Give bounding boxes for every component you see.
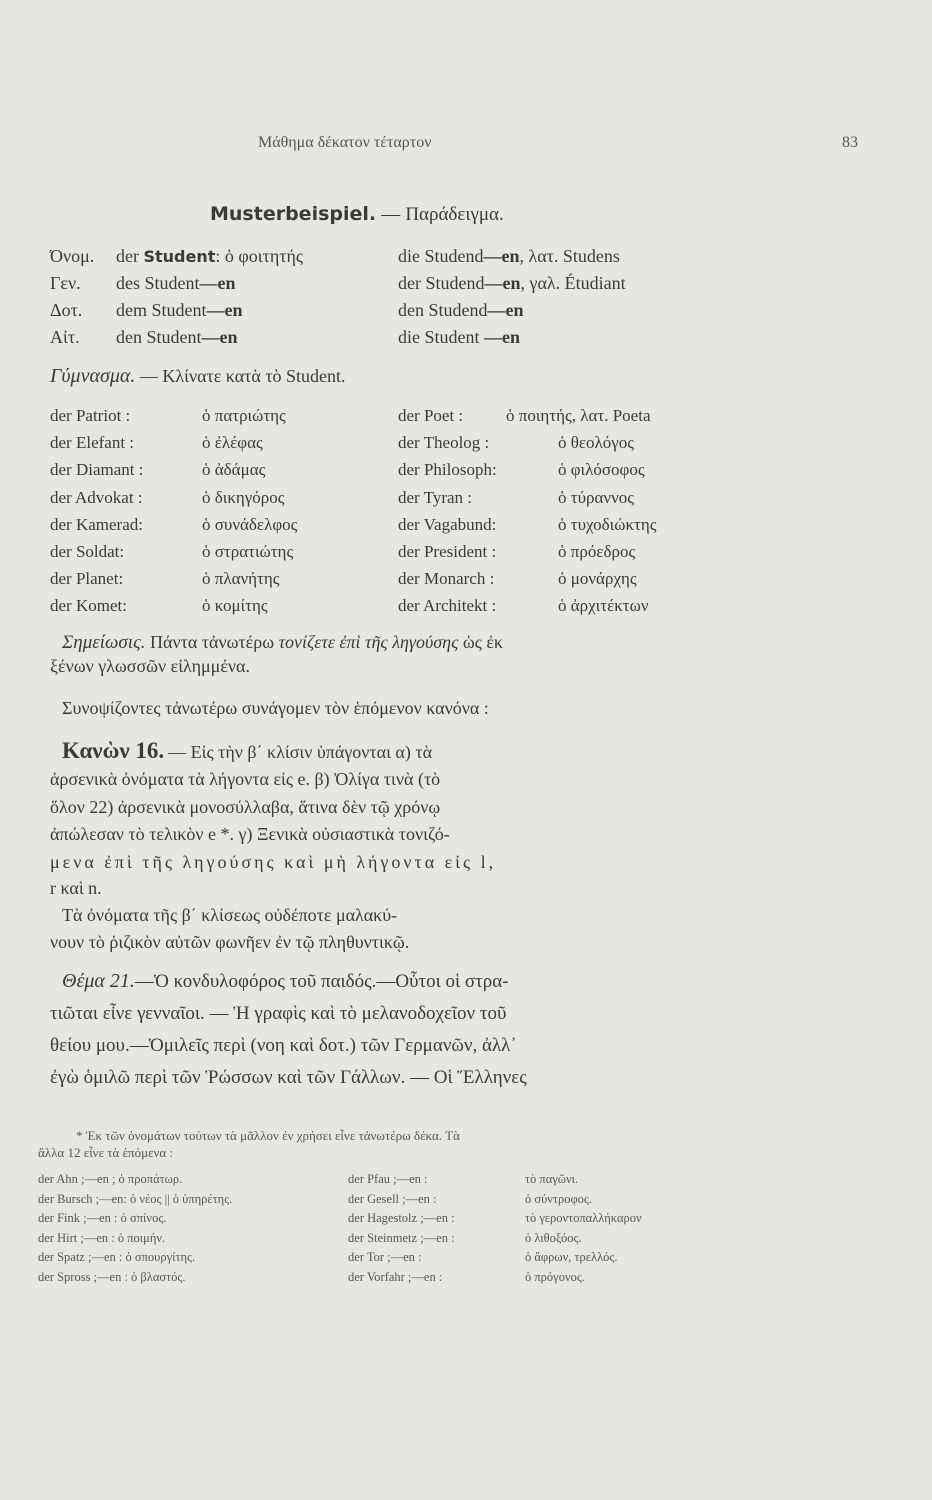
rule-16-line-6: r καὶ n. xyxy=(50,878,102,898)
declension-row: Γεν. des Student—en xyxy=(50,273,236,293)
rule-16-line-8: νουν τὸ ῥιζικὸν αὐτῶν φωνῆεν ἐν τῷ πληθυντικῷ. xyxy=(50,932,410,952)
list-item: der Spross ;—en : ὁ βλαστός. xyxy=(38,1269,186,1284)
list-item: der Diamant : ὁ ἀδάμας xyxy=(50,460,266,480)
semeiosis-line-2: ξένων γλωσσῶν εἰλημμένα. xyxy=(50,656,250,676)
list-item: der Patriot : ὁ πατριώτης xyxy=(50,406,286,425)
thema-21-line-1: Θέμα 21.—Ὁ κονδυλοφόρος τοῦ παιδός.—Οὗτοι οἱ στρα- xyxy=(62,970,509,992)
declension-row: Δοτ. dem Student—en xyxy=(50,300,243,320)
footnote-right-de-list xyxy=(348,1170,455,1288)
list-item: der President : ὁ πρόεδρος xyxy=(398,542,636,562)
gymnasma-line: Γύμνασμα. — Κλίνατε κατὰ τὸ Student. xyxy=(50,365,346,387)
list-item: der Advokat : ὁ δικηγόρος xyxy=(50,487,285,507)
list-item: der Fink ;—en : ὁ σπίνος. xyxy=(38,1211,167,1226)
list-item: ὁ λιθοξόος. xyxy=(525,1230,582,1245)
list-item: der Pfau ;—en : xyxy=(348,1172,428,1186)
footnote-right-gr-list xyxy=(525,1170,642,1288)
list-item: der Hirt ;—en : ὁ ποιμήν. xyxy=(38,1230,166,1245)
rule-16-line-4: ἀπώλεσαν τὸ τελικὸν e *. γ) Ξενικὰ οὐσιαστικὰ τονιζό- xyxy=(50,824,450,844)
thema-21-line-2: τιῶται εἶνε γενναῖοι. — Ἡ γραφὶς καὶ τὸ μελανοδοχεῖον τοῦ xyxy=(50,1003,507,1024)
declension-row: den Studend—en xyxy=(398,300,524,320)
vocab-left-list xyxy=(50,402,297,620)
list-item: ὁ σύντροφος. xyxy=(525,1191,593,1206)
list-item: τὸ γεροντοπαλλήκαρον xyxy=(525,1211,642,1226)
rule-16-line-7: Τὰ ὀνόματα τῆς β΄ κλίσεως οὐδέποτε μαλακύ- xyxy=(62,905,398,925)
list-item: der Elefant : ὁ ἐλέφας xyxy=(50,433,263,453)
list-item: der Kamerad: ὁ συνάδελφος xyxy=(50,514,298,534)
list-item: der Theolog : ὁ θεολόγος xyxy=(398,433,635,453)
footnote-line-1: * Ἐκ τῶν ὀνομάτων τούτων τὰ μᾶλλον ἐν χρήσει εἶνε τἀνωτέρω δέκα. Τὰ xyxy=(76,1128,460,1143)
list-item: der Tor ;—en : xyxy=(348,1250,422,1265)
list-item: der Philosoph: ὁ φιλόσοφος xyxy=(398,460,645,480)
list-item: der Architekt : ὁ ἀρχιτέκτων xyxy=(398,596,649,616)
rule-16-line-1: Κανὼν 16. — Εἰς τὴν β΄ κλίσιν ὑπάγονται α) τὰ xyxy=(62,738,433,763)
footnote-line-2: ἄλλα 12 εἶνε τὰ ἑπόμενα : xyxy=(38,1145,174,1160)
list-item: der Soldat: ὁ στρατιώτης xyxy=(50,542,294,562)
declension-row: der Studend—en, γαλ. Étudiant xyxy=(398,273,626,293)
list-item: der Komet: ὁ κομίτης xyxy=(50,596,268,616)
rule-16-line-5: μενα ἐπὶ τῆς ληγούσης καὶ μὴ λήγοντα εἰς l, xyxy=(50,852,497,872)
list-item: der Gesell ;—en : xyxy=(348,1191,437,1206)
footnote-left-list xyxy=(38,1170,232,1288)
declension-row: Αἰτ. den Student—en xyxy=(50,327,238,347)
list-item: der Planet: ὁ πλανήτης xyxy=(50,569,280,589)
declension-row: die Student —en xyxy=(398,327,520,347)
list-item: der Tyran : ὁ τύραννος xyxy=(398,487,634,507)
declension-left xyxy=(50,243,303,351)
list-item: der Steinmetz ;—en : xyxy=(348,1230,455,1245)
thema-21-line-3: θείου μου.—Ὁμιλεῖς περὶ (νοη καὶ δοτ.) τῶν Γερμανῶν, ἀλλ᾽ xyxy=(50,1035,517,1056)
list-item: der Bursch ;—en: ὁ νέος || ὁ ὑπηρέτης. xyxy=(38,1191,233,1206)
list-item: ὁ ἄφρων, τρελλός. xyxy=(525,1250,618,1265)
semeiosis-line-1: Σημείωσις. Πάντα τἀνωτέρω τονίζετε ἐπὶ τῆς ληγούσης ὡς ἐκ xyxy=(62,632,503,653)
list-item: der Vagabund: ὁ τυχοδιώκτης xyxy=(398,514,657,534)
list-item: τὸ παγῶνι. xyxy=(525,1172,579,1186)
synopsis-line: Συνοψίζοντες τἀνωτέρω συνάγομεν τὸν ἑπόμενον κανόνα : xyxy=(62,698,489,718)
rule-16-label: Κανὼν 16. xyxy=(62,738,165,763)
list-item: der Hagestolz ;—en : xyxy=(348,1211,455,1226)
running-header-title: Μάθημα δέκατον τέταρτον xyxy=(258,134,432,151)
declension-right xyxy=(398,243,626,351)
list-item: der Spatz ;—en : ὁ σπουργίτης. xyxy=(38,1250,196,1265)
declension-row: Όνομ. der Student: ὁ φοιτητής xyxy=(50,246,304,266)
list-item: der Monarch : ὁ μονάρχης xyxy=(398,569,637,589)
vocab-right-list xyxy=(398,402,656,620)
list-item: ὁ πρόγονος. xyxy=(525,1269,585,1284)
page-number: 83 xyxy=(842,134,858,151)
list-item: der Poet : ὁ ποιητής, λατ. Poeta xyxy=(398,406,651,425)
rule-16-line-2: ἀρσενικὰ ὀνόματα τὰ λήγοντα εἰς e. β) Ὀλίγα τινὰ (τὸ xyxy=(50,769,441,789)
declension-row: die Studend—en, λατ. Studens xyxy=(398,246,620,266)
list-item: der Ahn ;—en ; ὁ προπάτωρ. xyxy=(38,1172,183,1186)
list-item: der Vorfahr ;—en : xyxy=(348,1269,443,1284)
rule-16-line-3: ὅλον 22) ἀρσενικὰ μονοσύλλαβα, ἅτινα δὲν τῷ χρόνῳ xyxy=(50,797,441,817)
thema-21-line-4: ἐγὼ ὁμιλῶ περὶ τῶν Ῥώσσων καὶ τῶν Γάλλων. — Οἱ Ἕλληνες xyxy=(50,1067,527,1088)
musterbeispiel-heading: Musterbeispiel. — Παράδειγμα. xyxy=(210,203,504,225)
